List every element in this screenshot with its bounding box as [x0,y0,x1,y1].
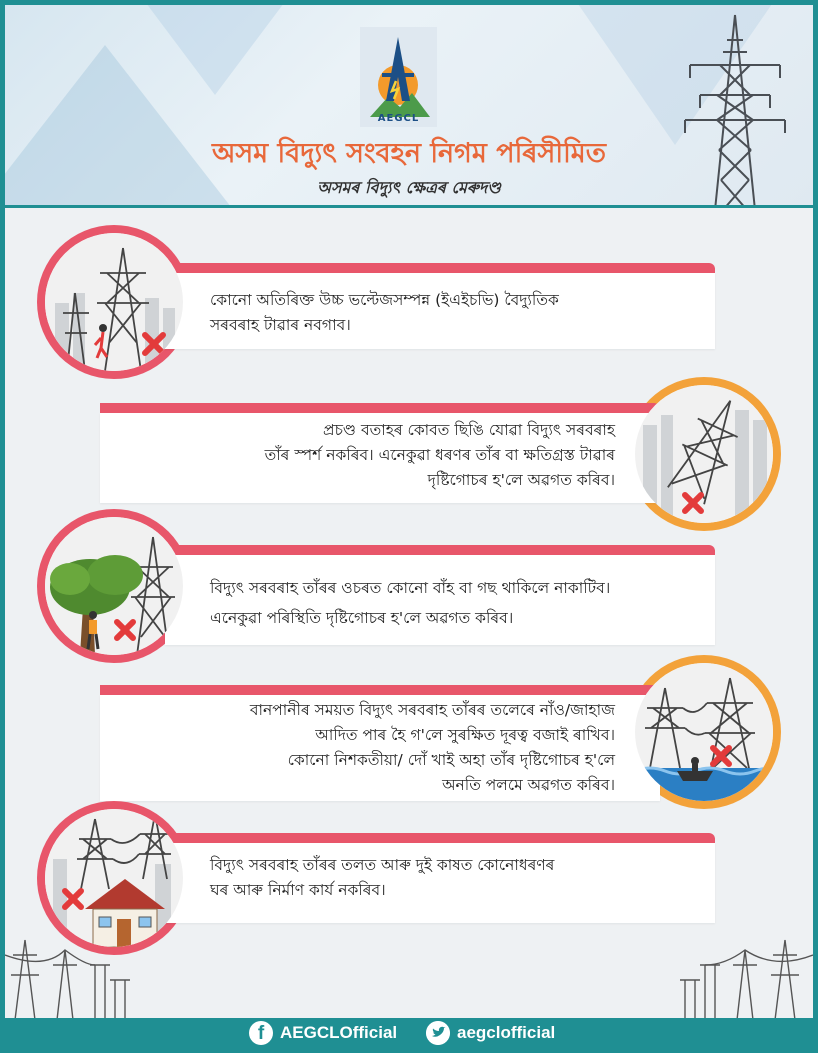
header-banner [5,5,813,205]
row4-line3: কোনো নিশকতীয়া/ দোঁ খাই অহা তাঁৰ দৃষ্টিগোচৰ হ'লে [287,751,615,769]
row5-line1: বিদ্যুৎ সৰবৰাহ তাঁৰৰ তলত আৰু দুই কাষত কোনোধৰণৰ [210,856,555,874]
row5-text [210,853,710,903]
logo-text: AEGCL [377,113,420,124]
row4-line1: বানপানীৰ সময়ত বিদ্যুৎ সৰবৰাহ তাঁৰৰ তলেৰে নাঁও/জাহাজ [249,701,615,719]
page-subtitle: অসমৰ বিদ্যুৎ ক্ষেত্ৰৰ মেৰুদণ্ড [317,178,501,197]
row3-text [210,573,710,633]
tree-cutting-icon [45,517,183,655]
house-construction-icon [45,809,183,947]
header-divider [5,205,813,208]
page-title: অসম বিদ্যুৎ সংবহন নিগম পৰিসীমিত [211,138,607,169]
tower-climbing-icon [45,233,183,371]
footer-bar [5,1018,813,1048]
twitter-icon[interactable] [426,1021,450,1045]
row2-text [115,418,615,493]
row5-illustration [45,809,183,947]
infographic-frame [5,5,813,1048]
row3-line2: এনেকুৱা পৰিস্থিতি দৃষ্টিগোচৰ হ'লে অৱগত কৰিব। [210,609,514,627]
row1-text [210,288,710,338]
aegcl-logo [360,27,437,127]
facebook-icon[interactable]: f [249,1021,273,1045]
row2-illustration [635,385,773,523]
twitter-handle-link[interactable]: aegclofficial [457,1023,556,1042]
collapsed-tower-icon [635,385,773,523]
row4-text [115,698,615,798]
row4-line4: অনতি পলমে অৱগত কৰিব। [442,776,615,794]
row3-illustration [45,517,183,655]
row2-line3: দৃষ্টিগোচৰ হ'লে অৱগত কৰিব। [427,471,615,489]
row3-line1: বিদ্যুৎ সৰবৰাহ তাঁৰৰ ওচৰত কোনো বাঁহ বা গছ থাকিলে নাকাটিব। [210,579,611,597]
transmission-tower-icon [675,10,795,205]
facebook-handle-link[interactable]: AEGCLOfficial [280,1023,398,1042]
row4-line2: আদিত পাৰ হৈ গ'লে সুৰক্ষিত দূৰত্ব বজাই ৰাখিব। [315,726,615,744]
row4-illustration [635,663,773,801]
row1-line2: সৰবৰাহ টাৱাৰ নবগাব। [210,316,351,334]
row1-line1: কোনো অতিৰিক্ত উচ্চ ভল্টেজসম্পন্ন (ইএইচভি) বৈদ্যুতিক [210,291,559,309]
boat-flood-icon [635,663,773,801]
row2-line2: তাঁৰ স্পৰ্শ নকৰিব। এনেকুৱা ধৰণৰ তাঁৰ বা ক্ষতিগ্ৰস্ত টাৱাৰ [264,446,615,464]
row5-line2: ঘৰ আৰু নিৰ্মাণ কাৰ্য নকৰিব। [210,881,386,899]
row2-line1: প্ৰচণ্ড বতাহৰ কোবত ছিঙি যোৱা বিদ্যুৎ সৰবৰাহ [323,421,615,439]
row1-illustration [45,233,183,371]
substation-skyline [5,935,813,1020]
